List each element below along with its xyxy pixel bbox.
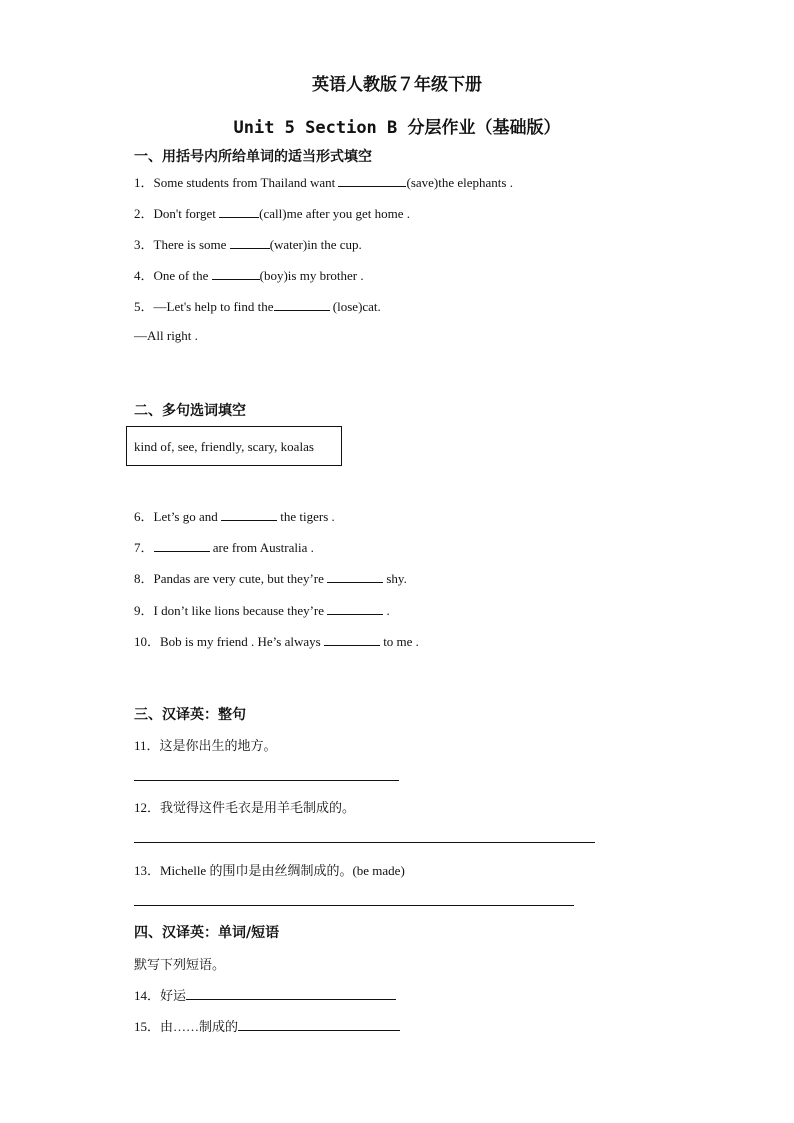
answer-blank-6[interactable] <box>221 508 277 521</box>
question-9 <box>134 600 390 619</box>
question-8-text-post: shy. <box>383 571 407 586</box>
answer-blank-3[interactable] <box>230 236 270 249</box>
question-4 <box>134 265 364 284</box>
question-7-text-pre: 7． <box>134 540 154 555</box>
answer-line-13[interactable] <box>134 905 574 906</box>
answer-blank-2[interactable] <box>219 205 259 218</box>
question-3-text-post: (water)in the cup. <box>269 237 362 252</box>
question-8 <box>134 568 407 587</box>
question-12: 12．我觉得这件毛衣是用羊毛制成的。 <box>134 800 356 815</box>
question-14-text: 14．好运 <box>134 988 187 1003</box>
question-1-text-pre: 1．Some students from Thailand want <box>134 175 339 190</box>
question-9-text-post: . <box>383 603 390 618</box>
answer-line-11[interactable] <box>134 780 399 781</box>
document-title: 英语人教版７年级下册 <box>312 75 482 95</box>
question-5-text-post: (lose)cat. <box>329 299 381 314</box>
question-1 <box>134 172 513 191</box>
answer-blank-9[interactable] <box>327 602 383 615</box>
question-5-reply: —All right . <box>134 328 198 343</box>
question-4-text-post: (boy)is my brother . <box>259 268 364 283</box>
question-15 <box>134 1016 400 1035</box>
answer-blank-8[interactable] <box>327 570 383 583</box>
question-7 <box>134 537 314 556</box>
section-heading-4: 四、汉译英：单词/短语 <box>134 925 280 941</box>
question-7-text-post: are from Australia . <box>209 540 314 555</box>
word-bank-text: kind of, see, friendly, scary, koalas <box>134 439 314 454</box>
question-6-text-pre: 6．Let’s go and <box>134 509 222 524</box>
document-subtitle: Unit 5 Section B 分层作业（基础版） <box>233 118 561 138</box>
question-5 <box>134 296 381 315</box>
answer-blank-4[interactable] <box>212 267 260 280</box>
question-8-text-pre: 8．Pandas are very cute, but they’re <box>134 571 328 586</box>
answer-blank-15[interactable] <box>238 1018 400 1031</box>
question-1-text-post: (save)the elephants . <box>406 175 513 190</box>
section-heading-3: 三、汉译英：整句 <box>134 707 246 723</box>
instruction-text: 默写下列短语。 <box>134 957 226 972</box>
answer-blank-1[interactable] <box>338 174 406 187</box>
question-9-text-pre: 9．I don’t like lions because they’re <box>134 603 328 618</box>
question-15-text: 15．由……制成的 <box>134 1019 239 1034</box>
word-bank-box <box>126 426 342 466</box>
question-14 <box>134 985 396 1004</box>
question-5-text-pre: 5．—Let's help to find the <box>134 299 274 314</box>
question-3 <box>134 234 362 253</box>
question-6 <box>134 506 335 525</box>
question-2-text-pre: 2．Don't forget <box>134 206 220 221</box>
question-6-text-post: the tigers . <box>277 509 335 524</box>
answer-blank-5[interactable] <box>274 298 330 311</box>
section-heading-1: 一、用括号内所给单词的适当形式填空 <box>134 149 372 165</box>
answer-line-12[interactable] <box>134 842 595 843</box>
answer-blank-14[interactable] <box>186 987 396 1000</box>
question-10-text-post: to me . <box>379 634 419 649</box>
question-10-text-pre: 10．Bob is my friend . He’s always <box>134 634 324 649</box>
question-3-text-pre: 3．There is some <box>134 237 230 252</box>
answer-blank-10[interactable] <box>324 633 380 646</box>
answer-blank-7[interactable] <box>154 539 210 552</box>
question-2-text-post: (call)me after you get home . <box>259 206 411 221</box>
question-10 <box>134 631 419 650</box>
question-13: 13．Michelle 的围巾是由丝绸制成的。(be made) <box>134 863 405 878</box>
section-heading-2: 二、多句选词填空 <box>134 403 246 419</box>
question-2 <box>134 203 410 222</box>
question-11: 11．这是你出生的地方。 <box>134 738 277 753</box>
question-4-text-pre: 4．One of the <box>134 268 212 283</box>
